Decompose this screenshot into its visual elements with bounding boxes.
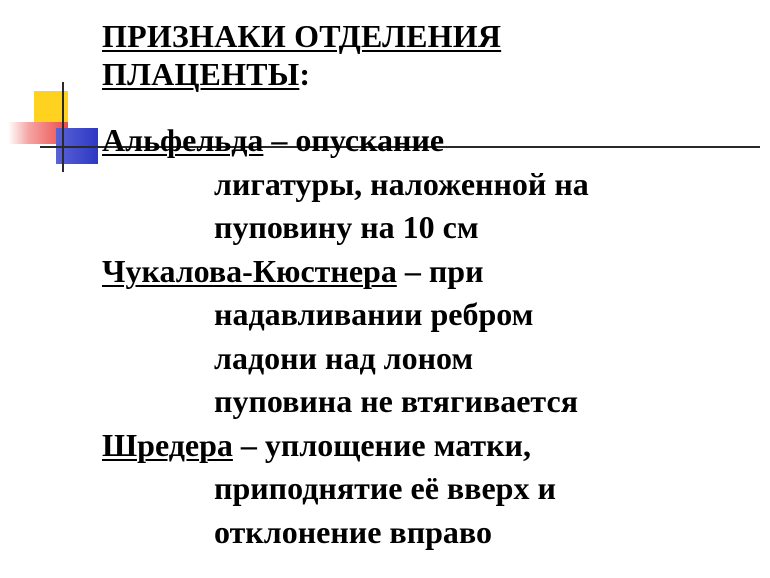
title-line-1: ПРИЗНАКИ ОТДЕЛЕНИЯ xyxy=(102,18,502,54)
sign-description-line: ладони над лоном xyxy=(214,339,474,376)
title-line-2: ПЛАЦЕНТЫ xyxy=(102,56,300,92)
sign-first-line xyxy=(102,250,752,294)
slide-decoration xyxy=(0,0,110,180)
slide-title xyxy=(102,17,501,93)
sign-description-start: – уплощение матки, xyxy=(232,426,531,463)
sign-chukalov-kustner xyxy=(102,250,752,424)
sign-name: Чукалова-Кюстнера xyxy=(102,252,397,289)
sign-description-start: – опускание xyxy=(263,122,445,158)
sign-description-line: надавливании ребром xyxy=(214,296,534,332)
signs-list xyxy=(102,119,752,554)
sign-description-start: – при xyxy=(396,252,484,289)
sign-schroeder xyxy=(102,424,752,555)
decoration-vertical-line xyxy=(62,82,64,172)
sign-description-line: отклонение вправо xyxy=(214,513,492,550)
sign-description-line: пуповину на 10 см xyxy=(214,209,479,245)
sign-first-line xyxy=(102,119,752,163)
sign-description-line: приподнятие её вверх и xyxy=(214,470,556,506)
sign-alfeld xyxy=(102,119,752,250)
sign-name: Шредера xyxy=(102,426,233,463)
sign-name: Альфельда xyxy=(102,122,264,158)
sign-description-line: пуповина не втягивается xyxy=(214,383,579,419)
sign-first-line xyxy=(102,424,752,468)
title-colon: : xyxy=(299,56,311,92)
sign-description-line: лигатуры, наложенной на xyxy=(214,165,589,202)
